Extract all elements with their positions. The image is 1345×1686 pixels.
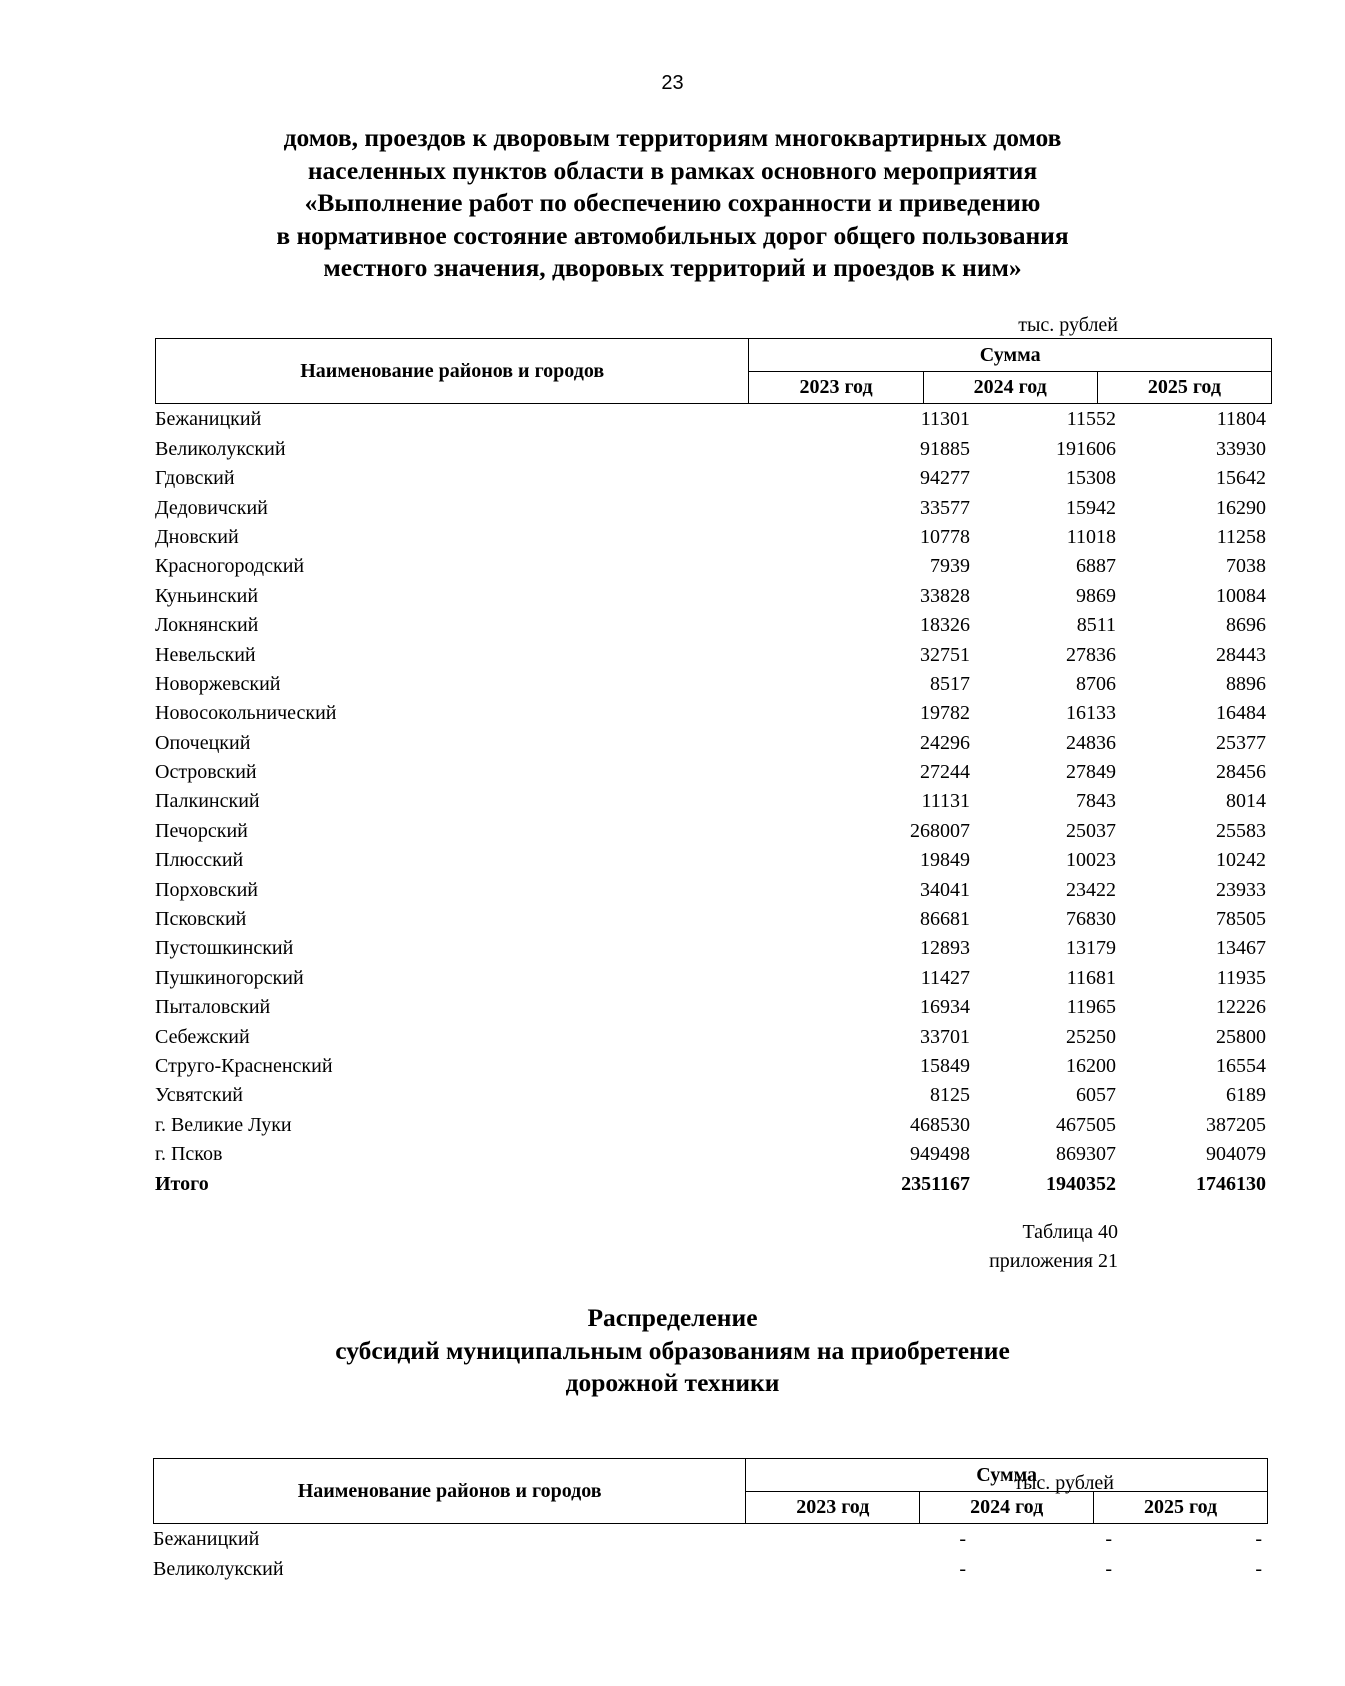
amount-2023: 11131 [921,790,970,813]
amount-2023: 8125 [930,1084,970,1107]
amount-2023: 268007 [910,819,970,842]
amount-2023: 86681 [920,908,970,931]
amount-2023: 32751 [920,643,970,666]
header-sum: Сумма [749,339,1272,372]
district-name: Себежский [155,1025,250,1048]
district-name: Новоржевский [155,672,281,695]
amount-2024: 8511 [1076,614,1116,637]
amount-2025: 10242 [1216,849,1266,872]
amount-2025: 23933 [1216,878,1266,901]
header-name-col: Наименование районов и городов [156,339,749,404]
table-row [155,696,1272,725]
header-name-col: Наименование районов и городов [154,1459,746,1524]
amount-2023: 34041 [920,878,970,901]
amount-2023: 19849 [920,849,970,872]
total-row [155,1166,1272,1195]
amount-2023: 8517 [930,672,970,695]
district-name: Порховский [155,878,259,901]
amount-2024: 15308 [1066,467,1116,490]
amount-2023: 33577 [920,496,970,519]
header-year-2023: 2023 год [749,372,923,404]
district-name: Бежаницкий [155,408,262,431]
district-name: Локнянский [155,614,259,637]
amount-2025: 16554 [1216,1054,1266,1077]
amount-2023: 24296 [920,731,970,754]
amount-2023: 33701 [920,1025,970,1048]
amount-2024: 869307 [1056,1143,1116,1166]
amount-2024: 9869 [1076,584,1116,607]
district-name: Псковский [155,908,247,931]
title-line: в нормативное состояние автомобильных дорог общего пользования [276,220,1069,250]
amount-2025: - [1255,1557,1262,1580]
table-row [155,549,1272,578]
title-line: местного значения, дворовых территорий и проездов к ним» [323,253,1022,282]
title-line: населенных пунктов области в рамках основного мероприятия [307,155,1038,185]
amount-2023: 2351167 [901,1172,970,1195]
amount-2025: 33930 [1216,437,1266,460]
amount-2024: 191606 [1056,437,1116,460]
amount-2023: 33828 [920,584,970,607]
table-row [155,990,1272,1019]
amount-2025: 10084 [1216,584,1266,607]
district-name: г. Псков [155,1143,223,1166]
amount-2025: 25377 [1216,731,1266,754]
district-name: г. Великие Луки [155,1113,292,1136]
district-name: Пустошкинский [155,937,294,960]
amount-2024: 13179 [1066,937,1116,960]
amount-2024: 25037 [1066,819,1116,842]
district-name: Усвятский [155,1084,243,1107]
amount-2025: 13467 [1216,937,1266,960]
amount-2023: 19782 [920,702,970,725]
amount-2024: 7843 [1076,790,1116,813]
district-name: Куньинский [155,584,259,607]
amount-2024: 10023 [1066,849,1116,872]
district-name: Печорский [155,819,248,842]
table-row [155,520,1272,549]
amount-2025: 16290 [1216,496,1266,519]
header-sum: Сумма [746,1459,1268,1492]
table-row [155,637,1272,666]
header-year-2025: 2025 год [1097,372,1271,404]
district-name: Великолукский [155,437,286,460]
table-row [155,1019,1272,1048]
amount-2025: 8014 [1226,790,1266,813]
table-row [155,960,1272,989]
title-line: дорожной техники [565,1368,780,1397]
amount-2023: 10778 [920,525,970,548]
amount-2024: 467505 [1056,1113,1116,1136]
amount-2024: 27836 [1066,643,1116,666]
district-name: Палкинский [155,790,260,813]
table-note [989,1218,1118,1276]
table-row [155,902,1272,931]
amount-2025: 11258 [1216,525,1266,548]
title-line: «Выполнение работ по обеспечению сохранности и приведению [304,188,1041,217]
amount-2024: - [1105,1557,1112,1580]
amount-2024: 11018 [1066,525,1116,548]
amount-2025: 16484 [1216,702,1266,725]
amount-2025: 28443 [1216,643,1266,666]
amount-2024: 11552 [1066,408,1116,431]
district-name: Плюсский [155,849,244,872]
amount-2025: 11804 [1216,408,1266,431]
amount-2023: 94277 [920,467,970,490]
amount-2023: - [959,1528,966,1551]
amount-2024: 8706 [1076,672,1116,695]
amount-2025: 11935 [1216,966,1266,989]
amount-2025: 15642 [1216,467,1266,490]
table-row [155,1049,1272,1078]
header-year-2024: 2024 год [920,1492,1094,1524]
amount-2023: 7939 [930,555,970,578]
table-row [155,784,1272,813]
amount-2025: 904079 [1206,1143,1266,1166]
title-line: Распределение [587,1303,758,1332]
district-name: Пушкиногорский [155,966,304,989]
district-name: Дедовичский [155,496,268,519]
table-row [155,843,1272,872]
district-name: Бежаницкий [153,1528,260,1551]
header-year-2024: 2024 год [923,372,1097,404]
table-row [153,1522,1268,1551]
district-name: Струго-Красненский [155,1054,333,1077]
district-name: Великолукский [153,1557,284,1580]
table-row [155,813,1272,842]
table-row [155,1107,1272,1136]
district-name: Пыталовский [155,996,271,1019]
table-row [155,725,1272,754]
table-row [155,490,1272,519]
table2-header [153,1458,1268,1524]
unit-label: тыс. рублей [1014,1472,1114,1494]
table-row [155,1078,1272,1107]
table-row [155,931,1272,960]
table2-body [153,1522,1268,1581]
amount-2024: 15942 [1066,496,1116,519]
amount-2025: 25800 [1216,1025,1266,1048]
amount-2023: 11427 [920,966,970,989]
section1-title [160,122,1185,285]
section2-title [160,1302,1185,1400]
amount-2024: 1940352 [1046,1172,1116,1195]
district-name: Невельский [155,643,256,666]
amount-2024: 25250 [1066,1025,1116,1048]
district-name: Опочецкий [155,731,251,754]
table-row [155,431,1272,460]
amount-2025: 7038 [1226,555,1266,578]
amount-2025: 28456 [1216,761,1266,784]
unit-label: тыс. рублей [1018,314,1118,336]
district-name: Итого [155,1172,209,1195]
district-name: Дновский [155,525,239,548]
amount-2025: 8896 [1226,672,1266,695]
amount-2024: 27849 [1066,761,1116,784]
amount-2023: 27244 [920,761,970,784]
district-name: Новосокольнический [155,702,337,725]
amount-2023: 16934 [920,996,970,1019]
table1-body [155,402,1272,1196]
header-year-2023: 2023 год [746,1492,920,1524]
table-row [155,402,1272,431]
table-number: Таблица 40 [1022,1221,1118,1243]
amount-2025: 12226 [1216,996,1266,1019]
amount-2024: 6887 [1076,555,1116,578]
amount-2025: - [1255,1528,1262,1551]
amount-2024: 11681 [1066,966,1116,989]
table-row [155,1137,1272,1166]
amount-2025: 8696 [1226,614,1266,637]
amount-2023: 91885 [920,437,970,460]
amount-2023: 11301 [920,408,970,431]
title-line: домов, проездов к дворовым территориям многоквартирных домов [283,123,1062,152]
amount-2024: 24836 [1066,731,1116,754]
amount-2023: 12893 [920,937,970,960]
amount-2025: 25583 [1216,819,1266,842]
district-name: Красногородский [155,555,305,578]
amount-2024: - [1105,1528,1112,1551]
amount-2025: 6189 [1226,1084,1266,1107]
page-number: 23 [661,72,684,94]
amount-2025: 78505 [1216,908,1266,931]
table-row [155,578,1272,607]
table-row [155,608,1272,637]
amount-2023: - [959,1557,966,1580]
table-row [155,755,1272,784]
amount-2023: 468530 [910,1113,970,1136]
appendix-number: приложения 21 [989,1250,1118,1272]
amount-2025: 387205 [1206,1113,1266,1136]
amount-2024: 6057 [1076,1084,1116,1107]
table-row [155,872,1272,901]
district-name: Островский [155,761,257,784]
amount-2023: 18326 [920,614,970,637]
table-row [153,1551,1268,1580]
amount-2024: 16200 [1066,1054,1116,1077]
amount-2024: 11965 [1066,996,1116,1019]
header-year-2025: 2025 год [1094,1492,1268,1524]
table1-header [155,338,1272,404]
title-line: субсидий муниципальным образованиям на приобретение [335,1335,1010,1365]
table-row [155,667,1272,696]
amount-2023: 949498 [910,1143,970,1166]
amount-2024: 16133 [1066,702,1116,725]
amount-2025: 1746130 [1196,1172,1266,1195]
table-row [155,461,1272,490]
amount-2024: 23422 [1066,878,1116,901]
amount-2024: 76830 [1066,908,1116,931]
amount-2023: 15849 [920,1054,970,1077]
district-name: Гдовский [155,467,235,490]
